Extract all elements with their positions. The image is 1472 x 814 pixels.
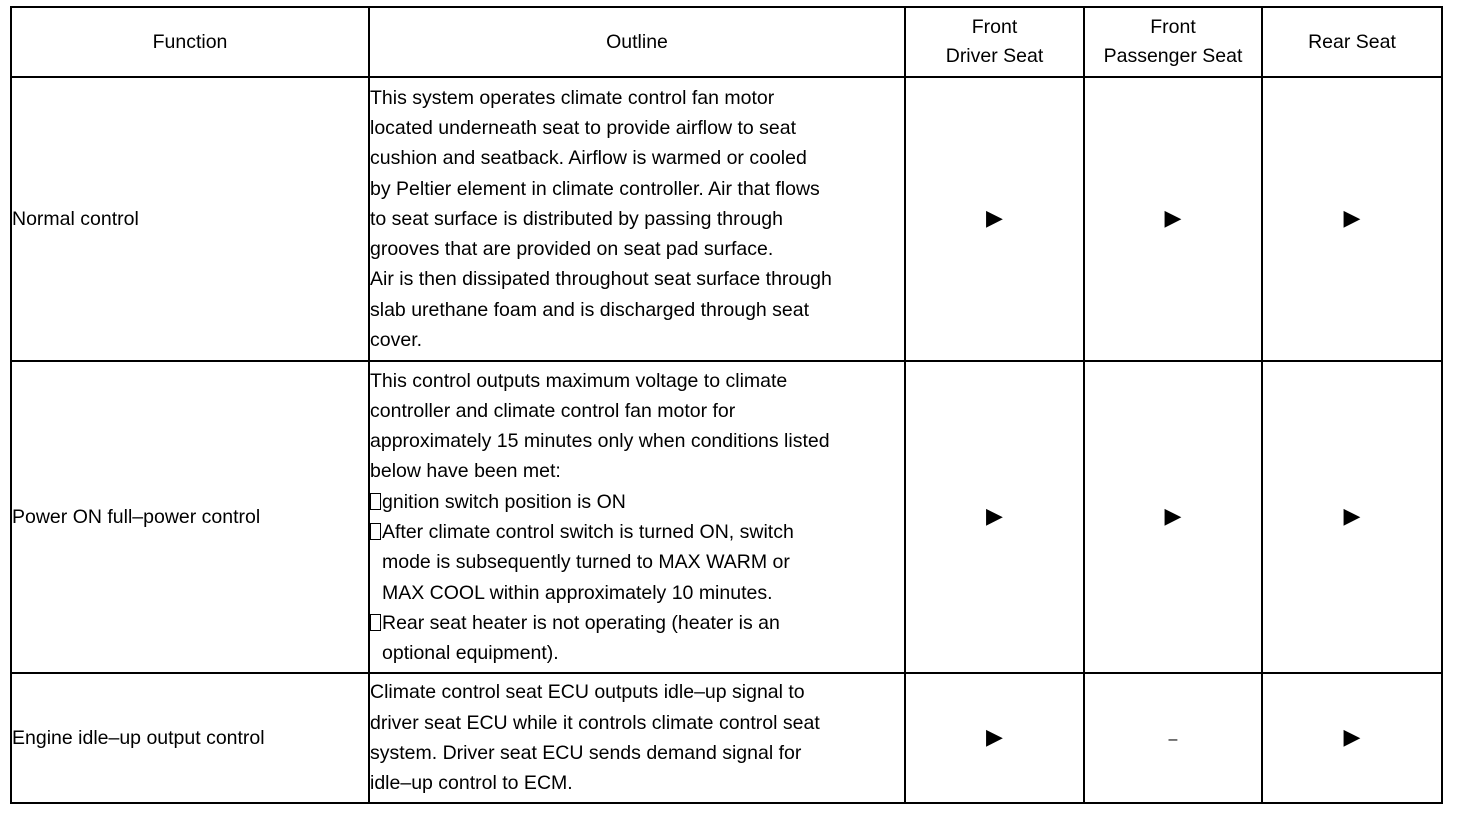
header-front-driver-line-1: Front <box>971 16 1018 38</box>
not-applicable-dash: – <box>1168 730 1178 748</box>
rear-seat-mark <box>1262 361 1442 673</box>
table-row-engine-idle-up-output-control <box>11 673 1442 803</box>
outline-line: This control outputs maximum voltage to climate <box>370 369 788 392</box>
triangle-right-icon: ▶ <box>986 502 1003 528</box>
front-driver-mark <box>905 673 1084 803</box>
outline-line: idle–up control to ECM. <box>370 772 573 795</box>
triangle-right-icon: ▶ <box>1343 204 1361 230</box>
header-function: Function <box>11 7 369 77</box>
triangle-right-icon: ▶ <box>1343 723 1361 749</box>
outline-line: driver seat ECU while it controls climate control seat <box>370 711 820 734</box>
outline-line: below have been met: <box>370 460 561 483</box>
outline-line: cushion and seatback. Airflow is warmed or cooled <box>370 147 807 170</box>
table-row-normal-control <box>11 77 1442 361</box>
rear-seat-mark <box>1262 77 1442 361</box>
condition-text: After climate control switch is turned ON, switch <box>382 521 794 543</box>
triangle-right-icon: ▶ <box>986 204 1003 230</box>
outline-cell <box>369 77 905 361</box>
outline-line: slab urethane foam and is discharged through seat <box>370 298 810 321</box>
condition-item <box>370 517 904 547</box>
outline-line: cover. <box>370 329 423 352</box>
header-front-driver-seat <box>905 7 1084 77</box>
condition-text: gnition switch position is ON <box>382 490 626 513</box>
triangle-right-icon: ▶ <box>986 723 1003 749</box>
triangle-right-icon: ▶ <box>1164 204 1182 230</box>
rear-seat-mark <box>1262 673 1442 803</box>
header-outline: Outline <box>369 7 905 77</box>
condition-continuation: optional equipment). <box>382 642 559 665</box>
header-front-passenger-line-1: Front <box>1150 16 1196 38</box>
outline-line: This system operates climate control fan motor <box>370 86 775 109</box>
condition-item <box>370 487 904 517</box>
front-driver-mark <box>905 77 1084 361</box>
condition-continuation: mode is subsequently turned to MAX WARM or <box>382 551 790 574</box>
triangle-right-icon: ▶ <box>1343 502 1361 528</box>
outline-line: to seat surface is distributed by passing through <box>370 207 783 230</box>
front-driver-mark <box>905 361 1084 673</box>
triangle-right-icon: ▶ <box>1164 502 1182 528</box>
header-rear-seat: Rear Seat <box>1262 7 1442 77</box>
bullet-box-icon <box>370 493 381 510</box>
outline-cell <box>369 673 905 803</box>
outline-line: controller and climate control fan motor for <box>370 399 736 422</box>
function-cell: Power ON full–power control <box>11 361 369 673</box>
front-passenger-mark <box>1084 361 1262 673</box>
outline-line: Air is then dissipated throughout seat surface through <box>370 268 832 291</box>
condition-item <box>370 608 904 638</box>
outline-line: approximately 15 minutes only when conditions listed <box>370 430 830 453</box>
outline-line: located underneath seat to provide airflow to seat <box>370 116 797 139</box>
bullet-box-icon <box>370 614 381 631</box>
header-front-driver-line-2: Driver Seat <box>945 45 1044 67</box>
seat-function-table <box>10 6 1443 804</box>
bullet-box-icon <box>370 523 381 540</box>
header-front-passenger-line-2: Passenger Seat <box>1103 45 1243 67</box>
outline-line: by Peltier element in climate controller. Air that flows <box>370 177 820 200</box>
outline-cell <box>369 361 905 673</box>
front-passenger-mark <box>1084 673 1262 803</box>
function-cell: Engine idle–up output control <box>11 673 369 803</box>
front-passenger-mark <box>1084 77 1262 361</box>
condition-continuation: MAX COOL within approximately 10 minutes. <box>382 581 773 604</box>
header-row <box>11 7 1442 77</box>
header-front-passenger-seat <box>1084 7 1262 77</box>
condition-text: Rear seat heater is not operating (heater is an <box>382 611 780 634</box>
table-row-power-on-full-power-control <box>11 361 1442 673</box>
outline-line: system. Driver seat ECU sends demand signal for <box>370 742 802 764</box>
outline-line: Climate control seat ECU outputs idle–up signal to <box>370 681 805 704</box>
outline-line: grooves that are provided on seat pad surface. <box>370 238 774 261</box>
function-cell: Normal control <box>11 77 369 361</box>
